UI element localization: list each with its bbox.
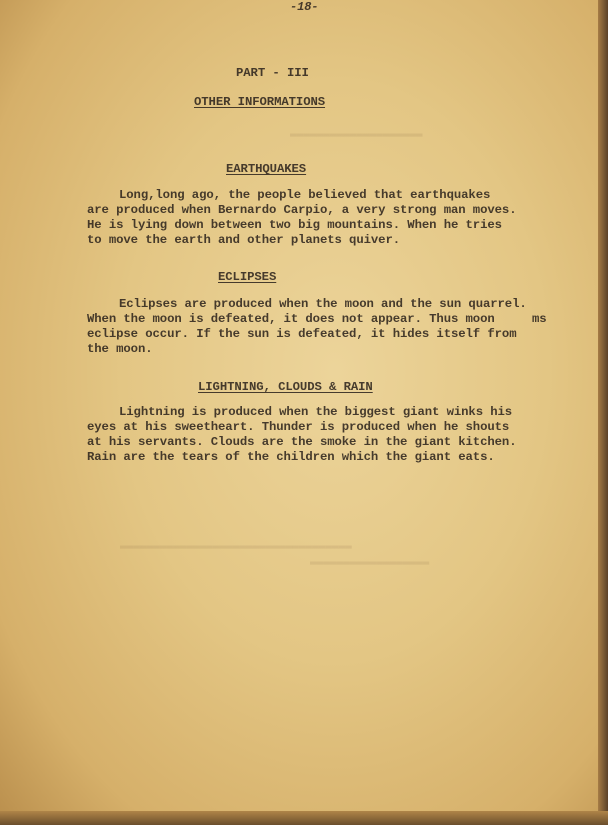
paragraph-line: the moon. [87, 342, 153, 356]
paragraph-line: When the moon is defeated, it does not appear. Thus moon [87, 312, 495, 326]
section-title-eclipses: ECLIPSES [218, 270, 277, 284]
part-label: PART - III [236, 66, 309, 80]
struck-out-word: ms [532, 312, 547, 326]
bleed-through-mark: ▬▬▬▬▬▬▬▬▬▬▬▬▬▬▬▬▬▬▬▬▬▬▬▬▬▬▬▬▬▬▬▬▬▬▬ [120, 540, 352, 553]
paragraph-line: are produced when Bernardo Carpio, a very strong man moves. [87, 203, 517, 217]
paragraph-line: Lightning is produced when the biggest giant winks his [119, 405, 513, 419]
page-bottom-edge [0, 811, 608, 825]
binding-edge [598, 0, 608, 825]
paragraph-line: Rain are the tears of the children which the giant eats. [87, 450, 495, 464]
bleed-through-mark: ▬▬▬▬▬▬▬▬▬▬▬▬▬▬▬▬▬▬▬▬ [290, 128, 423, 141]
bleed-through-mark: ▬▬▬▬▬▬▬▬▬▬▬▬▬▬▬▬▬▬ [310, 556, 430, 569]
paragraph-line: He is lying down between two big mountains. When he tries [87, 218, 502, 232]
page-number: -18- [290, 0, 319, 14]
paragraph-line: Eclipses are produced when the moon and the sun quarrel. [119, 297, 527, 311]
paragraph-line: eclipse occur. If the sun is defeated, it hides itself from [87, 327, 517, 341]
section-title-lightning: LIGHTNING, CLOUDS & RAIN [198, 380, 373, 394]
paragraph-line: Long,long ago, the people believed that earthquakes [119, 188, 491, 202]
page-heading: OTHER INFORMATIONS [194, 95, 326, 109]
paragraph-line: at his servants. Clouds are the smoke in the giant kitchen. [87, 435, 517, 449]
section-title-earthquakes: EARTHQUAKES [226, 162, 307, 176]
paragraph-line: eyes at his sweetheart. Thunder is produced when he shouts [87, 420, 510, 434]
paragraph-line: to move the earth and other planets quiver. [87, 233, 401, 247]
